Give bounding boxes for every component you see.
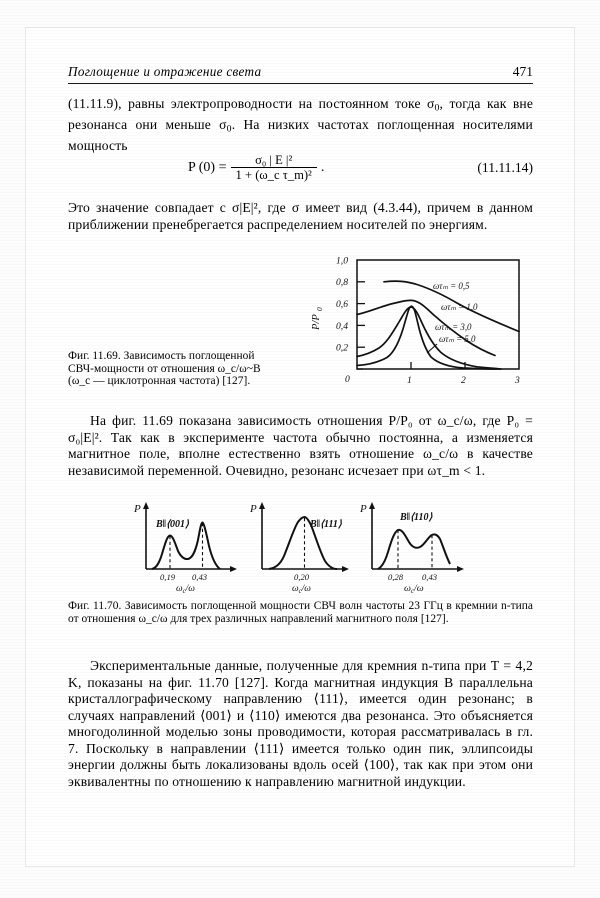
- fig70-c-xtick-1: 0,28: [388, 572, 404, 582]
- paragraph-1-sub2: 0: [226, 123, 232, 135]
- fig70-c-ylabel: P: [360, 503, 367, 515]
- figure-11-70-plot: [132, 498, 472, 593]
- figure-11-69-plot: [305, 252, 533, 387]
- fig69-ytick-0.2: 0,2: [336, 342, 348, 354]
- paragraph-1-c: . На низких частотах поглощенная носителями мощность: [68, 117, 533, 154]
- fig70-c-xlabel: $\omega_c/\omega$: [404, 583, 424, 593]
- figure-11-69-caption-l1: Фиг. 11.69. Зависимость поглощенной: [68, 350, 255, 362]
- header-rule: [68, 83, 533, 84]
- fig69-xtick-2: 2: [461, 375, 466, 386]
- running-head: [68, 64, 533, 80]
- paragraph-2-text: Это значение совпадает с σ|E|², где σ имеет вид (4.3.44), причем в данном приближении пренебрегается распределением носителей по энергиям.: [68, 200, 533, 232]
- paragraph-3-text: На фиг. 11.69 показана зависимость отношения P/P₀ от ω_c/ω, где P₀ = σ₀|E|². Так как в эксперименте частота обычно постоянна, а изменяется магнитное поле, вполне естественно взять отношение ω_c/ω в качестве независимой переменной. Очевидно, резонанс исчезает при ωτ_m < 1.: [68, 413, 533, 478]
- fig69-xtick-3: 3: [515, 375, 520, 386]
- paragraph-1-a: (11.11.9), равны электропроводности на постоянном токе σ: [68, 96, 435, 111]
- figure-11-69: [305, 252, 533, 387]
- formula-body: [188, 154, 324, 182]
- fig69-series-label-0: ωτₘ = 0,5: [433, 281, 470, 291]
- fig69-series-label-2: ωτₘ = 3,0: [435, 322, 472, 332]
- fig70-c-annotation: B‖⟨110⟩: [400, 512, 433, 523]
- fig69-ylabel: P/P: [311, 314, 322, 330]
- fig69-xtick-1: 1: [407, 375, 412, 386]
- formula-denominator: 1 + (ω_c τ_m)²: [231, 167, 317, 182]
- fig70-panel-a: [133, 502, 237, 593]
- figure-11-69-caption: [68, 350, 293, 388]
- fig70-b-ylabel: P: [250, 503, 257, 515]
- fig69-series-label-3: ωτₘ = 5,0: [439, 334, 476, 344]
- fig69-series-label-1: ωτₘ = 1,0: [441, 302, 478, 312]
- paragraph-1: [68, 96, 533, 155]
- formula-fraction: [231, 154, 317, 182]
- fig70-a-ylabel: P: [134, 503, 141, 515]
- fig69-ytick-0.6: 0,6: [336, 299, 348, 310]
- paragraph-1-b: , тогда как вне резонанса они меньше σ: [68, 96, 534, 133]
- figure-11-70-caption: [68, 600, 533, 625]
- display-formula: [68, 152, 533, 194]
- fig70-a-xlabel: $\omega_c/\omega$: [176, 584, 195, 593]
- figure-11-69-caption-l3: (ω_c — циклотронная частота) [127].: [68, 375, 251, 388]
- paragraph-1-sub1: 0: [434, 102, 440, 114]
- fig70-a-xtick-2: 0,43: [192, 572, 208, 582]
- paragraph-3: [68, 413, 533, 479]
- figure-11-70: [132, 498, 472, 593]
- fig70-c-xtick-2: 0,43: [422, 572, 438, 582]
- fig70-a-xtick-1: 0,19: [160, 572, 176, 582]
- fig70-b-annotation: B‖⟨111⟩: [310, 519, 342, 530]
- paragraph-4: [68, 658, 533, 790]
- formula-trailing-period: .: [320, 160, 325, 175]
- paragraph-2: [68, 200, 533, 233]
- formula-tag: (11.11.14): [477, 160, 533, 175]
- fig70-b-xtick-1: 0,20: [294, 572, 310, 582]
- paragraph-4-text: Экспериментальные данные, полученные для кремния n-типа при T = 4,2 K, показаны на фиг. 11.70 [127]. Когда магнитная индукция B параллельна кристаллографическому направлению ⟨111⟩, имеется один резонанс; в случаях направлений ⟨001⟩ и ⟨110⟩ имеются два резонанса. Это объясняется многодолинной моделью зоны проводимости, которая рассматривалась в гл. 7. Поскольку в направлении ⟨111⟩ имеется только один пик, эллипсоиды энергии должны быть локализованы вдоль осей ⟨100⟩, так как при этом они эквивалентны по отношению к направлению магнитной индукции.: [68, 658, 533, 789]
- fig69-curve-wt30: [357, 307, 499, 369]
- fig70-a-annotation: B‖⟨001⟩: [156, 519, 189, 530]
- figure-11-70-caption-text: Фиг. 11.70. Зависимость поглощенной мощности СВЧ волн частоты 23 ГГц в кремнии n-типа от отношения ω_c/ω для трех различных направлений магнитного поля [127].: [68, 600, 533, 625]
- figure-11-69-caption-l2: СВЧ-мощности от отношения ω_c/ω~B: [68, 362, 261, 375]
- fig69-ytick-1.0: 1,0: [336, 255, 348, 267]
- fig70-b-xlabel: $\omega_c/\omega$: [292, 584, 311, 593]
- fig69-ytick-0.4: 0,4: [336, 320, 348, 332]
- fig69-ylabel-sub: 0: [315, 307, 324, 311]
- fig70-panel-b: [249, 502, 349, 593]
- fig70-panel-c: [359, 502, 464, 593]
- running-head-title: Поглощение и отражение света: [68, 64, 262, 79]
- formula-lhs: P (0) =: [188, 160, 227, 175]
- page-number: 471: [512, 64, 533, 79]
- fig69-xtick-0: 0: [345, 374, 350, 385]
- fig69-ytick-0.8: 0,8: [336, 277, 348, 289]
- formula-numerator: σ₀ | E |²: [255, 153, 293, 167]
